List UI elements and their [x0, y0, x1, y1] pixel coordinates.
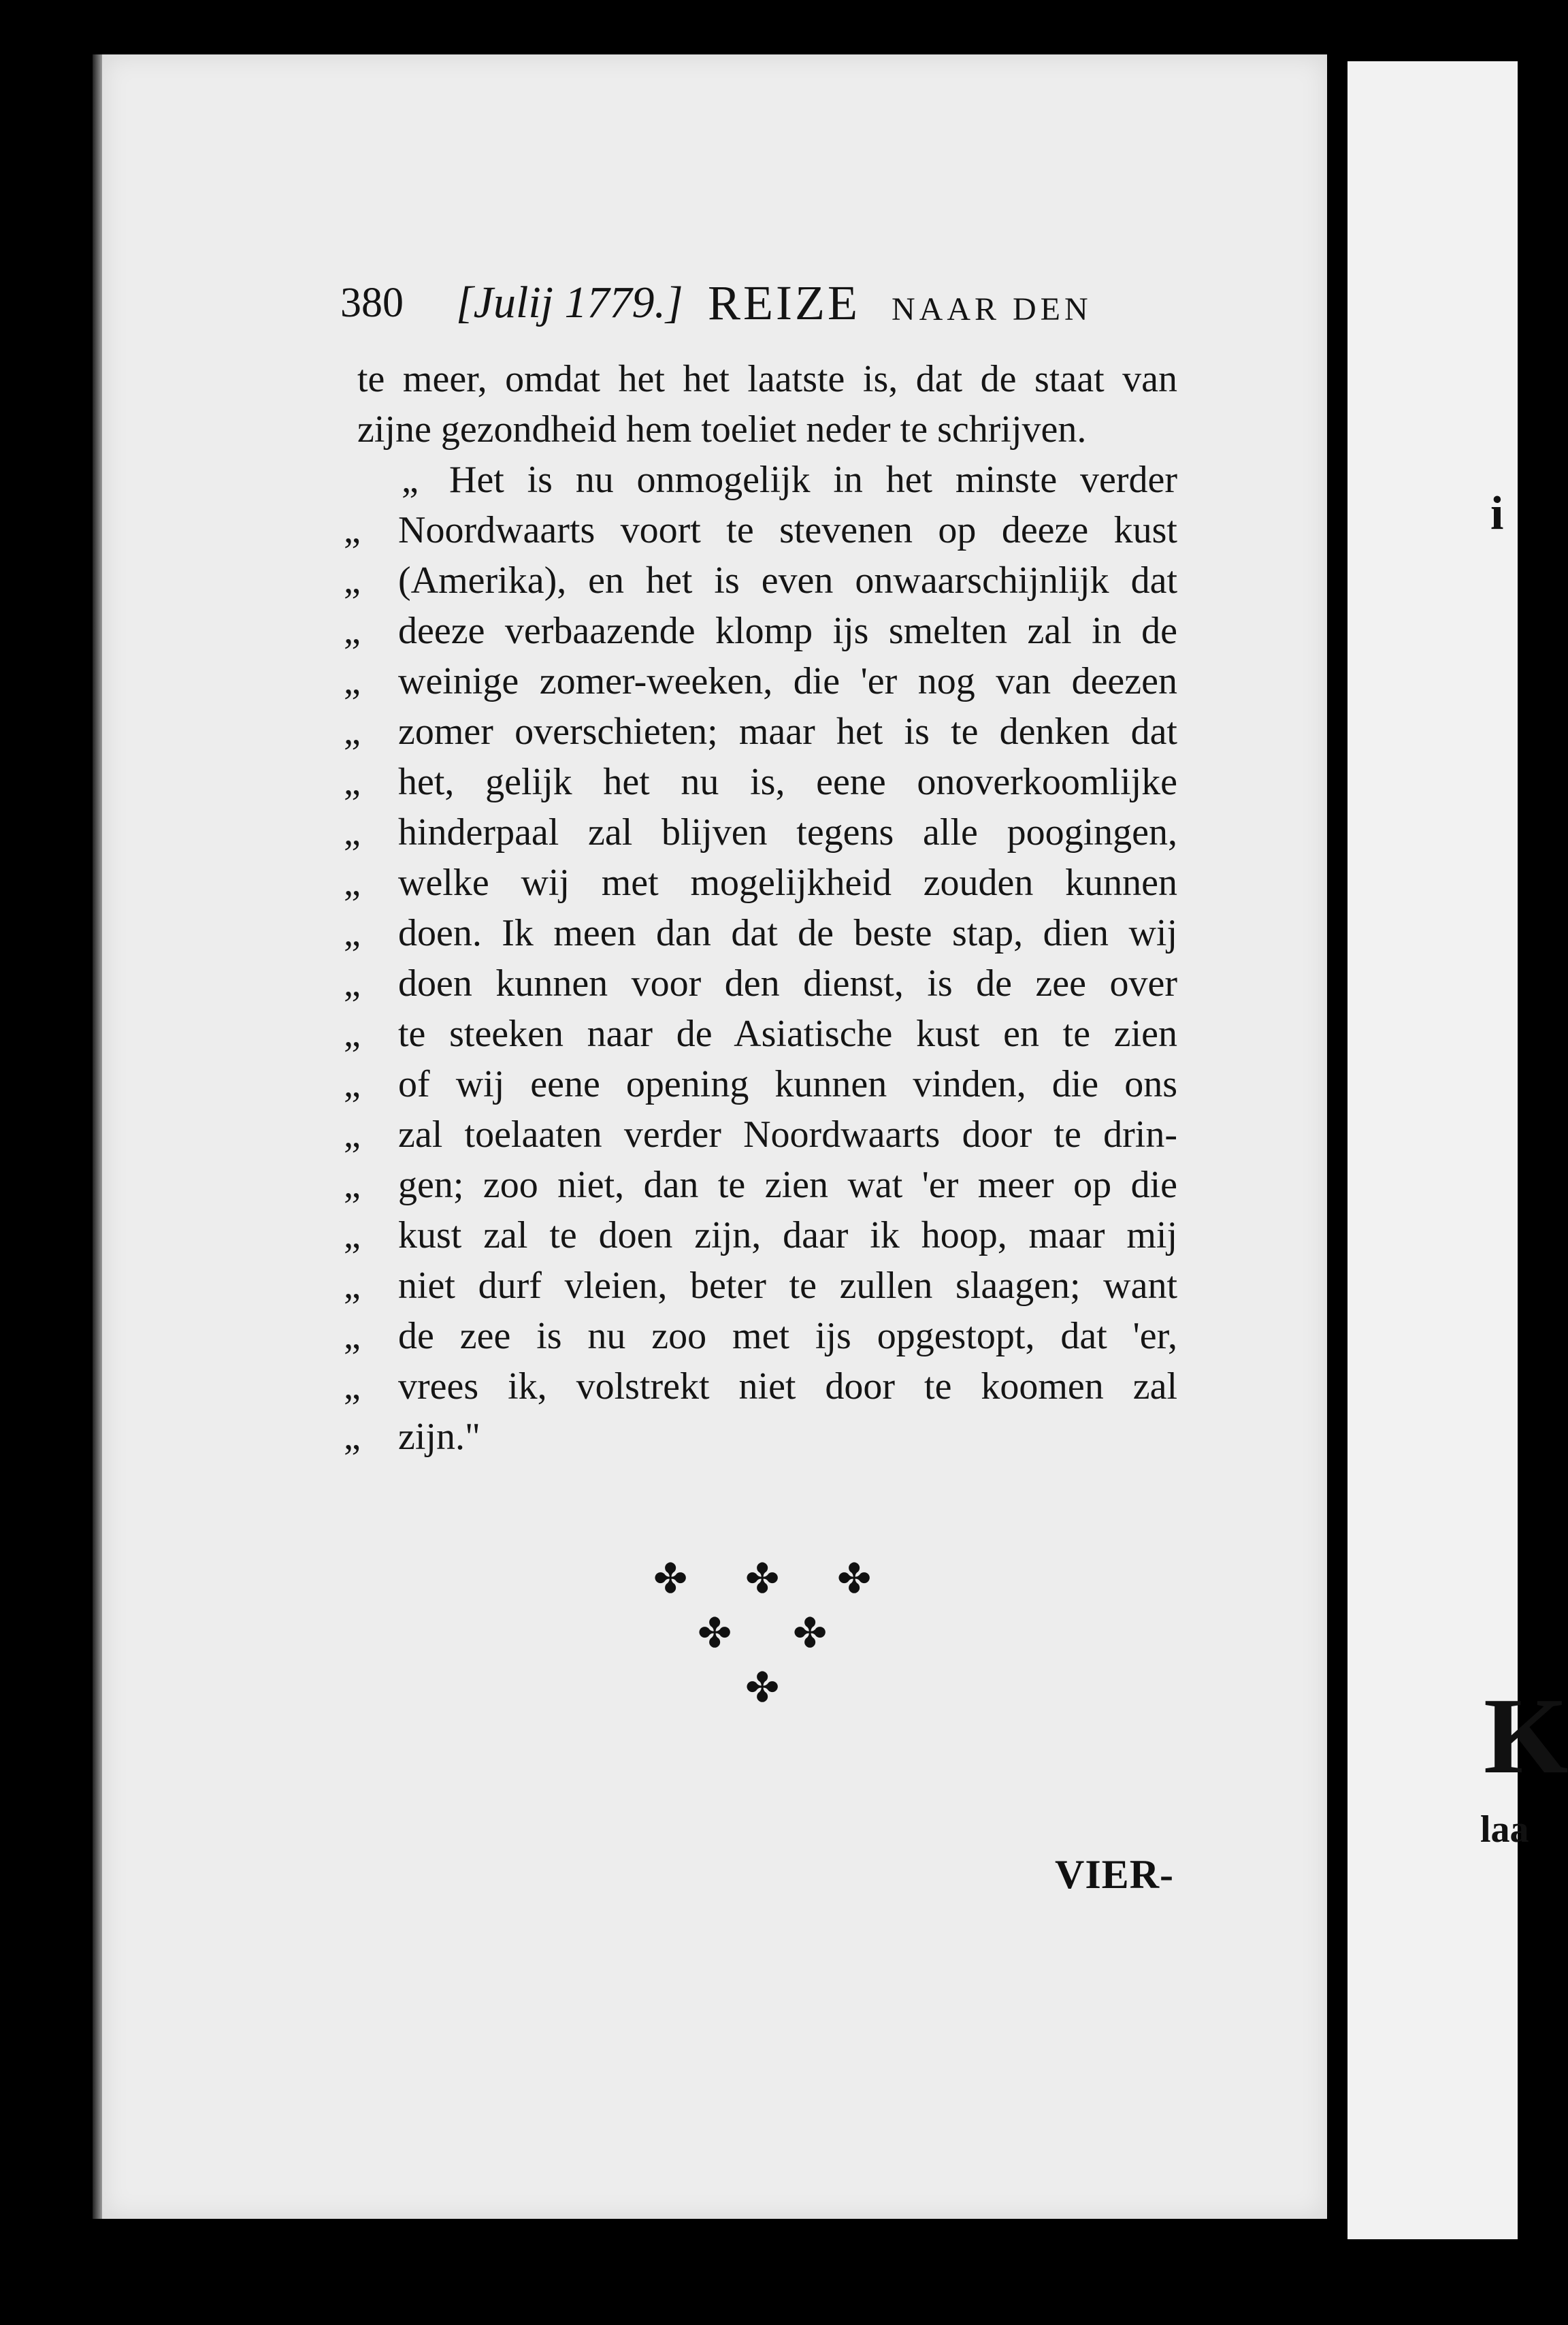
quote-line: zomer overschieten; maar het is te denken dat — [398, 711, 1177, 753]
quote-mark: „ — [344, 811, 361, 853]
quote-line: te steeken naar de Asiatische kust en te zien — [398, 1013, 1177, 1055]
right-page-fragment-text: laa — [1480, 1808, 1529, 1851]
quote-line: niet durf vleien, beter te zullen slaagen; want — [398, 1265, 1177, 1307]
quote-mark: „ — [344, 1365, 361, 1408]
quote-mark: „ — [344, 1063, 361, 1105]
right-page — [1348, 61, 1568, 2239]
quote-mark: „ — [344, 912, 361, 954]
quote-line: gen; zoo niet, dan te zien wat 'er meer op die — [398, 1164, 1177, 1206]
header-date: [Julij 1779.] — [456, 278, 683, 327]
ornament-icon: ✤ — [653, 1555, 688, 1603]
page-number: 380 — [340, 280, 404, 326]
quote-line: Noordwaarts voort te stevenen op deeze kust — [398, 509, 1177, 551]
quote-mark: „ — [344, 962, 361, 1005]
quote-line: vrees ik, volstrekt niet door te koomen zal — [398, 1365, 1177, 1408]
ornament-icon: ✤ — [745, 1555, 780, 1603]
quote-mark: „ — [344, 1013, 361, 1055]
quote-line: doen kunnen voor den dienst, is de zee over — [398, 962, 1177, 1005]
quote-mark: „ — [344, 1113, 361, 1156]
quote-line: Het is nu onmogelijk in het minste verder — [449, 459, 1177, 501]
quote-mark: „ — [344, 509, 361, 551]
right-page-fragment-initial: K — [1484, 1675, 1568, 1796]
book-gutter — [1327, 41, 1348, 2287]
ornament-icon: ✤ — [745, 1664, 780, 1712]
quote-mark: „ — [344, 660, 361, 702]
quote-line: deeze verbaazende klomp ijs smelten zal in de — [398, 610, 1177, 652]
body-line: zijne gezondheid hem toeliet neder te schrijven. — [357, 408, 1087, 451]
body-line: te meer, omdat het het laatste is, dat de staat van — [357, 358, 1177, 400]
quote-line: het, gelijk het nu is, eene onoverkoomlijke — [398, 761, 1177, 803]
quote-mark: „ — [402, 459, 419, 501]
quote-mark: „ — [344, 1214, 361, 1256]
running-header — [340, 269, 1184, 337]
ornament-icon: ✤ — [698, 1610, 732, 1657]
ornament-icon: ✤ — [793, 1610, 828, 1657]
section-ornament — [640, 1545, 912, 1722]
quote-line: hinderpaal zal blijven tegens alle poogingen, — [398, 811, 1177, 853]
right-page-fragment-top: i — [1490, 487, 1504, 540]
quote-mark: „ — [344, 1265, 361, 1307]
quote-line: (Amerika), en het is even onwaarschijnlijk dat — [398, 559, 1177, 602]
header-subtitle: NAAR DEN — [892, 291, 1092, 327]
quote-mark: „ — [344, 1315, 361, 1357]
quote-line: of wij eene opening kunnen vinden, die ons — [398, 1063, 1177, 1105]
quote-line: kust zal te doen zijn, daar ik hoop, maar mij — [398, 1214, 1177, 1256]
quote-mark: „ — [344, 610, 361, 652]
quote-mark: „ — [344, 1416, 361, 1458]
catchword: VIER- — [1055, 1852, 1175, 1897]
quote-mark: „ — [344, 711, 361, 753]
ornament-icon: ✤ — [837, 1555, 872, 1603]
quote-line: zijn." — [398, 1416, 480, 1458]
quote-mark: „ — [344, 862, 361, 904]
quote-line: zal toelaaten verder Noordwaarts door te drin- — [398, 1113, 1177, 1156]
header-title: REIZE — [708, 276, 860, 330]
quote-line: doen. Ik meen dan dat de beste stap, dien wij — [398, 912, 1177, 954]
quote-mark: „ — [344, 1164, 361, 1206]
quote-mark: „ — [344, 559, 361, 602]
quote-line: welke wij met mogelijkheid zouden kunnen — [398, 862, 1177, 904]
quote-mark: „ — [344, 761, 361, 803]
quote-line: weinige zomer-weeken, die 'er nog van deezen — [398, 660, 1177, 702]
quote-line: de zee is nu zoo met ijs opgestopt, dat 'er, — [398, 1315, 1177, 1357]
